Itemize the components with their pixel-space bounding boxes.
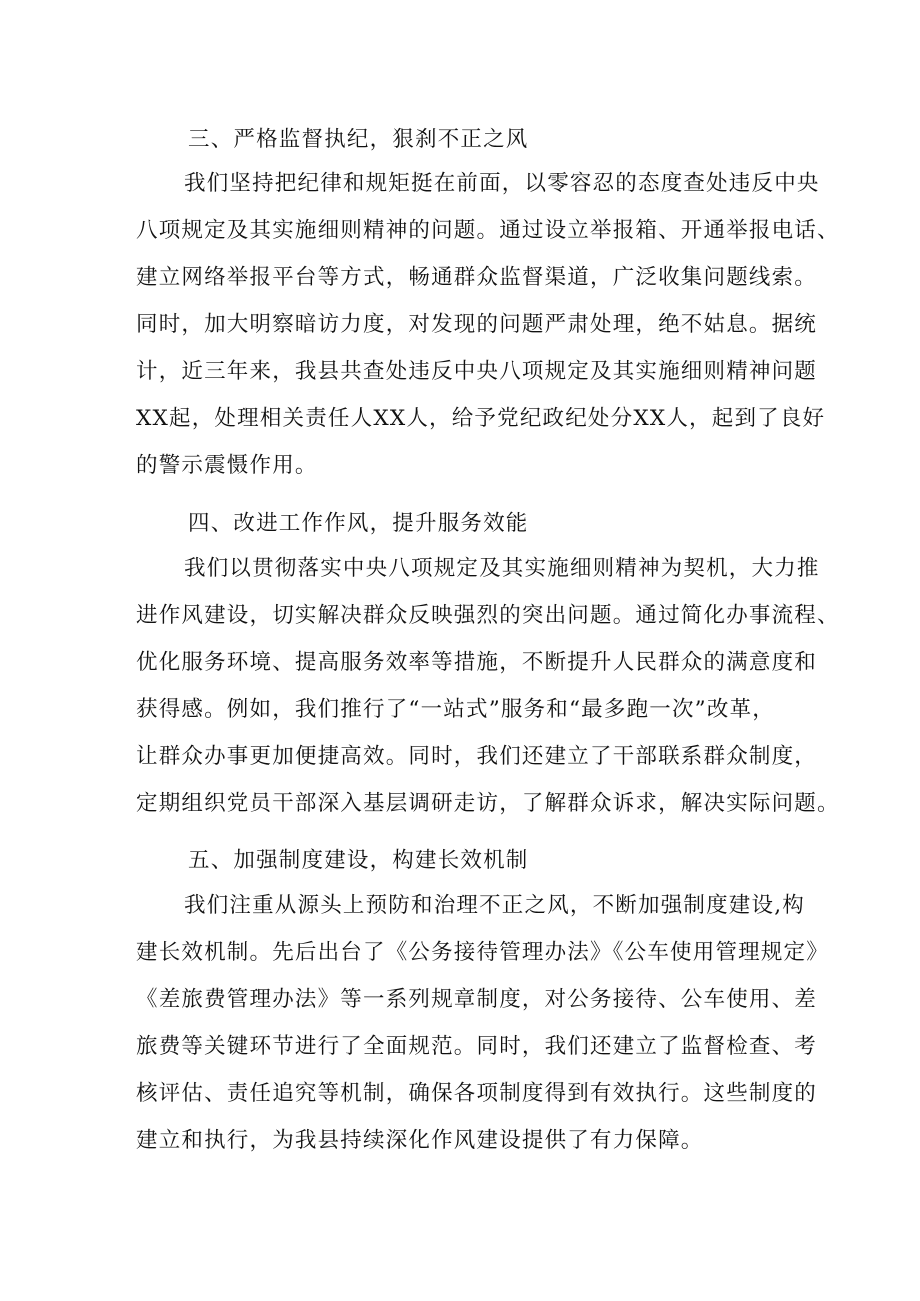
paragraph-line: 优化服务环境、提高服务效率等措施，不断提升人民群众的满意度和	[136, 650, 818, 675]
paragraph-line: 建立和执行，为我县持续深化作风建设提供了有力保障。	[136, 1128, 704, 1153]
paragraph-line: 让群众办事更加便捷高效。同时，我们还建立了干部联系群众制度，	[136, 744, 818, 769]
section-heading: 四、改进工作作风，提升服务效能	[188, 511, 529, 536]
paragraph-line: 的警示震慑作用。	[136, 453, 318, 478]
paragraph-line: 《差旅费管理办法》等一系列规章制度，对公务接待、公车使用、差	[136, 987, 818, 1012]
paragraph-line: 进作风建设，切实解决群众反映强烈的突出问题。通过简化办事流程、	[136, 603, 840, 628]
paragraph-line: 八项规定及其实施细则精神的问题。通过设立举报箱、开通举报电话、	[136, 218, 840, 243]
paragraph-line: XX起，处理相关责任人XX人，给予党纪政纪处分XX人，起到了良好	[136, 406, 826, 431]
paragraph-line: 建立网络举报平台等方式，畅通群众监督渠道，广泛收集问题线索。	[136, 265, 818, 290]
paragraph-line: 我们坚持把纪律和规矩挺在前面，以零容忍的态度查处违反中央	[184, 171, 820, 196]
paragraph-line: 建长效机制。先后出台了《公务接待管理办法》《公车使用管理规定》	[136, 940, 829, 965]
paragraph-line: 定期组织党员干部深入基层调研走访，了解群众诉求，解决实际问题。	[136, 791, 840, 816]
section-heading: 三、严格监督执纪，狠刹不正之风	[188, 127, 529, 152]
paragraph-line: 核评估、责任追究等机制，确保各项制度得到有效执行。这些制度的	[136, 1081, 818, 1106]
paragraph-line: 我们以贯彻落实中央八项规定及其实施细则精神为契机，大力推	[184, 556, 820, 581]
paragraph-line: 获得感。例如，我们推行了“一站式”服务和“最多跑一次”改革，	[136, 697, 775, 722]
paragraph-line: 计，近三年来，我县共查处违反中央八项规定及其实施细则精神问题	[136, 359, 818, 384]
paragraph-line: 我们注重从源头上预防和治理不正之风，不断加强制度建设,构	[184, 893, 805, 918]
paragraph-line: 同时，加大明察暗访力度，对发现的问题严肃处理，绝不姑息。据统	[136, 312, 818, 337]
paragraph-line: 旅费等关键环节进行了全面规范。同时，我们还建立了监督检查、考	[136, 1034, 818, 1059]
section-heading: 五、加强制度建设，构建长效机制	[188, 848, 529, 873]
